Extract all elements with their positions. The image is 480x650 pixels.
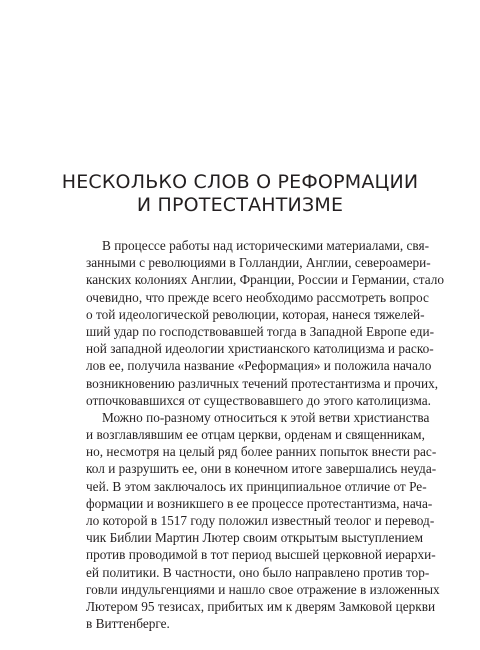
text-line: канских колониях Англии, Франции, России и Германии, стало [86,272,445,288]
text-line: Можно по-разному относиться к этой ветви христианства [102,409,430,425]
text-line: и возглавлявшим ее отцам церкви, орденам и священникам, [86,427,425,443]
text-line: формации и возникшего в ее процессе протестантизма, нача- [86,495,433,511]
text-line: кол и разрушить ее, они в конечном итоге завершались неуда- [86,461,437,477]
text-line: занными с революциями в Голландии, Англии, североамери- [86,255,431,271]
paragraph-2 [86,409,440,632]
text-line: ной западной идеологии христианского католицизма и раско- [86,341,434,357]
text-line: лов ее, получила название «Реформация» и положила начало [86,358,432,374]
text-line: о той идеологической революции, которая, нанеся тяжелей- [86,306,425,322]
text-line: очевидно, что прежде всего необходимо рассмотреть вопрос [86,289,429,305]
text-line: ло которой в 1517 году положил известный теолог и перевод- [86,513,435,528]
text-line: говли индульгенциями и нашло свое отражение в изложенных [86,581,440,597]
text-line: возникновению различных течений протестантизма и прочих, [86,375,439,391]
text-line: В процессе работы над историческими материалами, свя- [102,238,430,253]
chapter-title [60,171,420,217]
text-line: против проводимой в тот период высшей церковной иерархи- [86,547,436,563]
text-line: отпочковавшихся от существовавшего до этого католицизма. [86,392,431,408]
text-line: чик Библии Мартин Лютер своим открытым выступлением [86,530,423,546]
text-line: в Виттенберге. [86,616,170,632]
text-line: ей политики. В частности, оно было направлено против тор- [86,564,430,580]
chapter-title-line-2: И ПРОТЕСТАНТИЗМЕ [136,194,344,216]
text-line: ший удар по господствовавшей тогда в Западной Европе еди- [86,323,435,339]
body-text [86,237,445,632]
chapter-title-line-1: НЕСКОЛЬКО СЛОВ О РЕФОРМАЦИИ [61,171,419,193]
paragraph-1 [86,237,445,409]
text-line: Лютером 95 тезисах, прибитых им к дверям Замковой церкви [86,598,436,614]
text-line: но, несмотря на целый ряд более ранних попыток внести рас- [86,444,437,460]
text-line: чей. В этом заключалось их принципиальное отличие от Ре- [86,478,427,494]
